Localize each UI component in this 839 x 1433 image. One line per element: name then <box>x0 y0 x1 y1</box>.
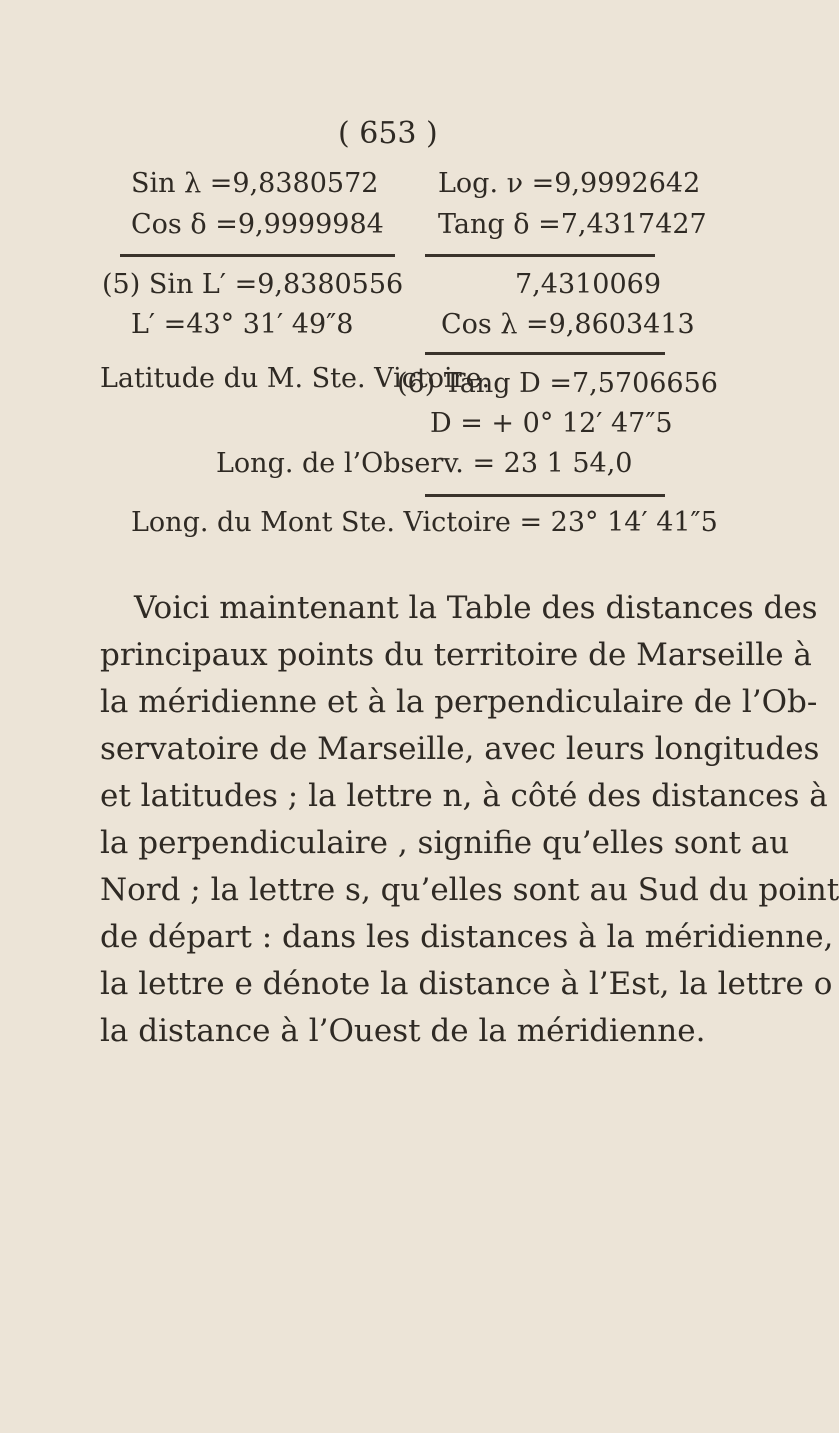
paragraph-line: la perpendiculaire , signifie qu’elles sont au <box>100 825 790 861</box>
calc-d-value: D = + 0° 12′ 47″5 <box>430 408 673 439</box>
calc-sin-lambda: Sin λ =9,8380572 <box>131 168 379 199</box>
sum-rule-left <box>120 254 395 257</box>
paragraph-line: la lettre e dénote la distance à l’Est, la lettre o <box>100 966 833 1002</box>
calc-tang-d: (6) Tang D =7,5706656 <box>397 368 718 399</box>
calc-longitude-observatory: Long. de l’Observ. = 23 1 54,0 <box>216 448 633 479</box>
calc-l-prime-angle: L′ =43° 31′ 49″8 <box>131 309 354 340</box>
paragraph-line: la méridienne et à la perpendiculaire de l’Ob- <box>100 684 818 720</box>
page-number: ( 653 ) <box>338 116 438 151</box>
paragraph-line: la distance à l’Ouest de la méridienne. <box>100 1013 706 1049</box>
paragraph-line: de départ : dans les distances à la méridienne, <box>100 919 834 955</box>
calc-log-nu: Log. ν =9,9992642 <box>438 168 701 199</box>
paragraph-line: et latitudes ; la lettre n, à côté des distances à <box>100 778 828 814</box>
sum-rule-right-1 <box>425 254 655 257</box>
calc-sin-l-prime: (5) Sin L′ =9,8380556 <box>102 269 404 300</box>
calc-cos-lambda: Cos λ =9,8603413 <box>441 309 695 340</box>
calc-tang-delta: Tang δ =7,4317427 <box>438 209 707 240</box>
latitude-caption: Latitude du M. Ste. Victoire. <box>100 363 491 394</box>
body-paragraph <box>100 585 839 1055</box>
sum-rule-right-2 <box>425 352 665 355</box>
calc-longitude-mont-ste-victoire: Long. du Mont Ste. Victoire = 23° 14′ 41″5 <box>131 507 718 538</box>
calc-cos-delta: Cos δ =9,9999984 <box>131 209 384 240</box>
sum-rule-right-3 <box>425 494 665 497</box>
calc-sum-right: 7,4310069 <box>515 269 662 300</box>
paragraph-line: Voici maintenant la Table des distances des <box>134 590 818 626</box>
paragraph-line: principaux points du territoire de Marseille à <box>100 637 812 673</box>
paragraph-line: servatoire de Marseille, avec leurs longitudes <box>100 731 820 767</box>
paragraph-line: Nord ; la lettre s, qu’elles sont au Sud du point <box>100 872 839 908</box>
